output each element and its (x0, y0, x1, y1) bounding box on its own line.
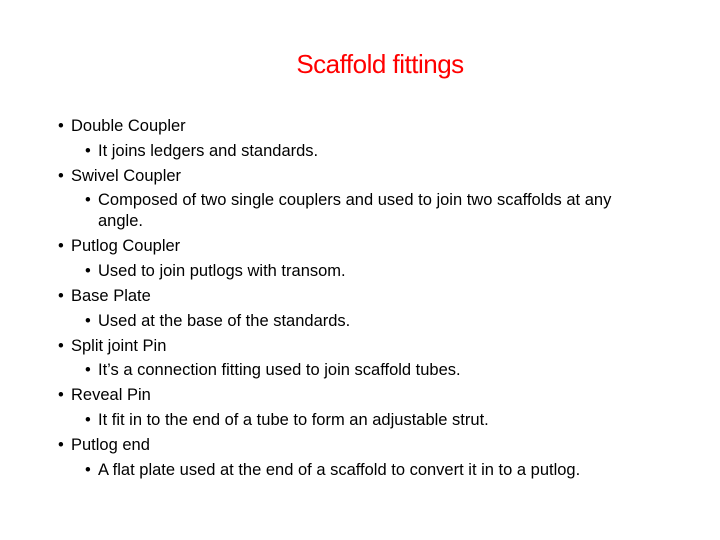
item-label: Base Plate (71, 286, 151, 305)
slide-title: Scaffold fittings (296, 49, 464, 79)
item-label: Swivel Coupler (71, 166, 182, 185)
item-label: Split joint Pin (71, 336, 167, 355)
sub-item (58, 408, 678, 433)
sub-item (58, 309, 678, 334)
item-detail: Composed of two single couplers and used to join two scaffolds at any angle. (98, 191, 612, 230)
sub-item (58, 188, 678, 234)
item-detail: A flat plate used at the end of a scaffold to convert it in to a putlog. (98, 460, 581, 479)
item-detail: Used to join putlogs with transom. (98, 262, 346, 281)
bullet-icon: • (58, 166, 64, 185)
bullet-icon: • (85, 191, 91, 210)
list-item (58, 114, 678, 139)
list-item (58, 433, 678, 458)
list-item (58, 164, 678, 189)
item-label: Reveal Pin (71, 386, 151, 405)
item-detail: It joins ledgers and standards. (98, 141, 319, 160)
sub-item (58, 139, 678, 164)
bullet-icon: • (85, 460, 91, 479)
item-detail: It fit in to the end of a tube to form an adjustable strut. (98, 410, 489, 429)
sub-item (58, 458, 678, 483)
sub-item (58, 358, 678, 383)
bullet-icon: • (85, 361, 91, 380)
bullet-icon: • (85, 311, 91, 330)
bullet-icon: • (58, 386, 64, 405)
list-item (58, 383, 678, 408)
list-item (58, 234, 678, 259)
bullet-icon: • (58, 286, 64, 305)
item-label: Putlog Coupler (71, 237, 181, 256)
item-detail: Used at the base of the standards. (98, 311, 351, 330)
bullet-icon: • (85, 141, 91, 160)
bullet-icon: • (58, 117, 64, 135)
item-label: Putlog end (71, 435, 150, 454)
bullet-list (58, 114, 678, 482)
bullet-icon: • (58, 336, 64, 355)
item-label: Double Coupler (71, 117, 186, 135)
list-item (58, 284, 678, 309)
item-detail: It’s a connection fitting used to join scaffold tubes. (98, 361, 461, 380)
sub-item (58, 259, 678, 284)
bullet-icon: • (85, 262, 91, 281)
bullet-icon: • (58, 435, 64, 454)
bullet-icon: • (58, 237, 64, 256)
list-item (58, 334, 678, 359)
bullet-icon: • (85, 410, 91, 429)
